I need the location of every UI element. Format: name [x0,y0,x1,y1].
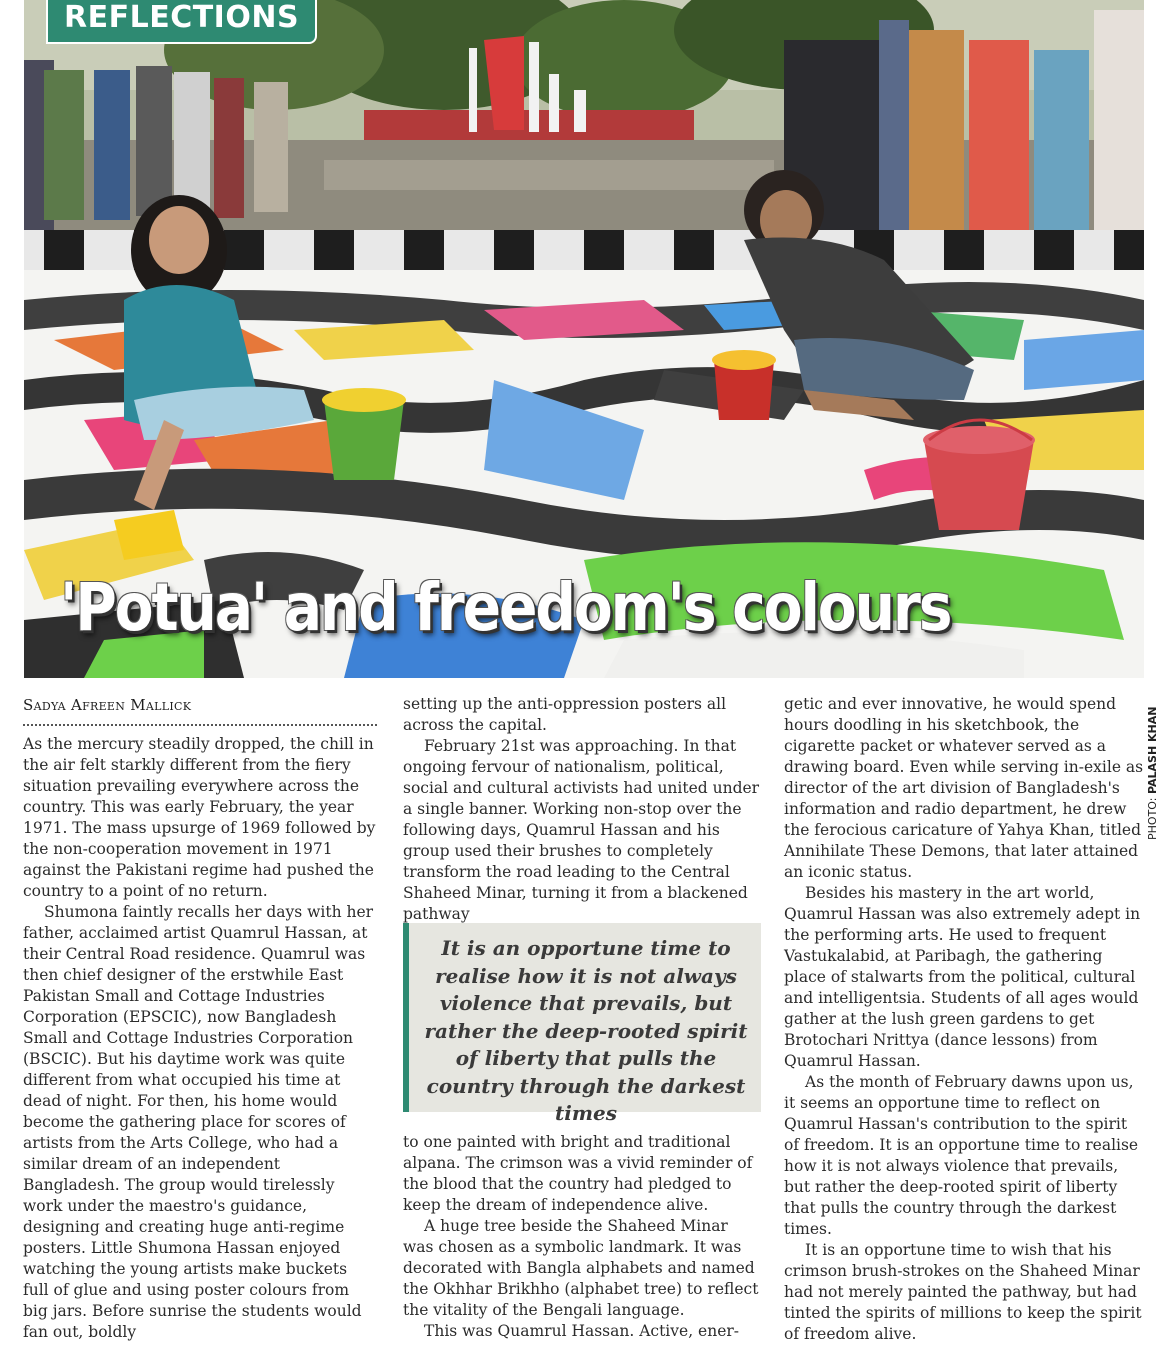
headline: 'Potua' and freedom's colours [60,569,951,646]
paragraph: A huge tree beside the Shaheed Minar was chosen as a symbolic landmark. It was decorated with Bangla alphabets and named the Okhhar Brikhho (alphabet tree) to reflect the vitality of the Bengali language. [403,1217,759,1319]
article-column-3 [784,694,1144,1345]
paragraph: to one painted with bright and traditional alpana. The crimson was a vivid reminder of the blood that the country had pledged to keep the dream of independence alive. [403,1133,753,1214]
paragraph: As the mercury steadily dropped, the chill in the air felt starkly different from the fiery situation prevailing everywhere across the country. This was early February, the year 1971. The mass upsurge of 1969 followed by the non-cooperation movement in 1971 against the Pakistani regime had pushed the country to a point of no return. [23,735,376,900]
byline-divider [23,720,377,726]
article-column-2-bottom [403,1132,761,1342]
article-column-1 [23,694,377,1343]
paragraph: Besides his mastery in the art world, Quamrul Hassan was also extremely adept in the performing arts. He used to frequent Vastukalabid, at Paribagh, the gathering place of stalwarts from the political, cultural and intelligentsia. Students of all ages would gather at the lush green gardens to get Brotochari Nrittya (dance lessons) from Quamrul Hassan. [784,884,1141,1070]
byline: Sadya Afreen Mallick [23,696,192,714]
paragraph: Shumona faintly recalls her days with her father, acclaimed artist Quamrul Hassan, at their Central Road residence. Quamrul was then chief designer of the erstwhile East Pakistan Small and Cottage Industries Corporation (EPSCIC), now Bangladesh Small and Cottage Industries Corporation (BSCIC). But his daytime work was quite different from what occupied his time at dead of night. For then, his home would become the gathering place for scores of artists from the Arts College, who had a similar dream of an independent Bangladesh. The group would tirelessly work under the maestro's guidance, designing and creating huge anti-regime posters. Little Shumona Hassan enjoyed watching the young artists make buckets full of glue and using poster colours from big jars. Before sunrise the students would fan out, boldly [23,903,374,1341]
pull-quote: It is an opportune time to realise how it is not always violence that prevails, but rather the deep-rooted spirit of liberty that pulls the country through the darkest times [403,923,761,1112]
paragraph: getic and ever innovative, he would spend hours doodling in his sketchbook, the cigarette packet or whatever served as a drawing board. Even while serving in-exile as director of the art division of Bangladesh's information and radio department, he drew the ferocious caricature of Yahya Khan, titled Annihilate These Demons, that later attained an iconic status. [784,695,1144,881]
article-column-2-top [403,694,761,925]
section-tag: REFLECTIONS [48,0,315,42]
photo-credit-name: PALASH KHAN [1146,706,1159,795]
photo-credit [1146,680,1160,840]
photo-credit-label: PHOTO: [1146,797,1159,840]
paragraph: As the month of February dawns upon us, it seems an opportune time to reflect on Quamrul Hassan's contribution to the spirit of freedom. It is an opportune time to realise how it is not always violence that prevails, but rather the deep-rooted spirit of liberty that pulls the country through the darkest times. [784,1073,1139,1238]
paragraph: It is an opportune time to wish that his crimson brush-strokes on the Shaheed Minar had not merely painted the pathway, but had tinted the spirits of millions to keep the spirit of freedom alive. [784,1241,1142,1343]
paragraph: February 21st was approaching. In that ongoing fervour of nationalism, political, social and cultural activists had united under a single banner. Working non-stop over the following days, Quamrul Hassan and his group used their brushes to completely transform the road leading to the Central Shaheed Minar, turning it from a blackened pathway [403,737,760,923]
paragraph: setting up the anti-oppression posters all across the capital. [403,695,727,734]
paragraph: This was Quamrul Hassan. Active, ener- [424,1322,740,1340]
